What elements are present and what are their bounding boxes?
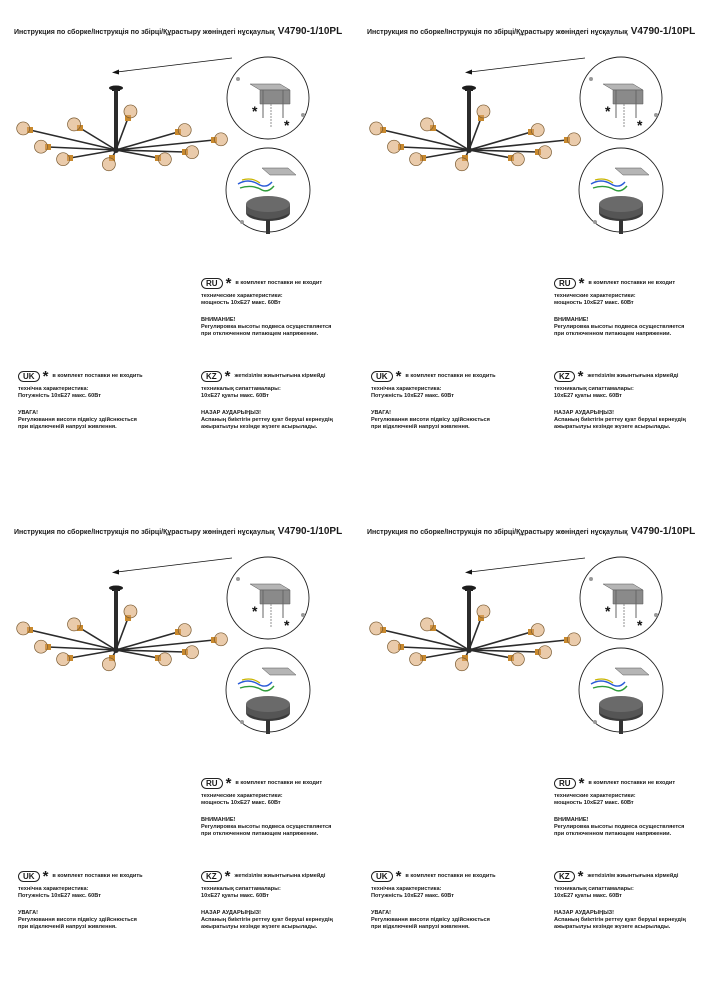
bulb-icon — [388, 140, 401, 153]
wiring-detail-circle — [226, 648, 310, 734]
asterisk-icon: * — [577, 867, 584, 885]
bulb-icon — [538, 146, 551, 159]
uk-note: в комплект поставки не входить — [52, 373, 143, 379]
ru-section — [554, 774, 685, 838]
asterisk-icon: * — [577, 367, 584, 385]
asterisk-icon: * — [225, 274, 232, 292]
model-number: V4790-1/10PL — [277, 526, 343, 537]
kz-section — [201, 867, 333, 931]
bulb-icon — [214, 133, 227, 146]
ru-warning-line-1: Регулировка высоты подвеса осуществляется — [201, 824, 332, 830]
kz-spec-title: техникалық сипаттамалары: — [201, 886, 281, 892]
uk-warning-line-2: при відключеній напрузі живлення. — [371, 424, 470, 430]
uk-spec-title: технічна характеристика: — [18, 386, 89, 392]
lamp-arm — [433, 128, 469, 150]
kz-warning-line-1: Аспаның биіктігін реттеу қуат беруші кернеудің — [201, 917, 333, 923]
uk-spec-title: технічна характеристика: — [371, 386, 442, 392]
uk-warning-line-2: при відключеній напрузі живлення. — [371, 924, 470, 930]
document-title — [14, 526, 342, 537]
uk-warning-line-1: Регулювання висоти підвісу здійснюється — [18, 917, 137, 923]
kz-warning-line-2: ажыратылуы кезінде жүзеге асырылады. — [201, 924, 318, 930]
uk-warning-line-1: Регулювання висоти підвісу здійснюється — [18, 417, 137, 423]
bulb-icon — [158, 153, 171, 166]
ru-badge: RU — [554, 778, 576, 789]
lamp-arms — [370, 105, 581, 171]
bulb-icon — [17, 122, 30, 135]
uk-section — [18, 867, 143, 931]
kz-warning-line-2: ажыратылуы кезінде жүзеге асырылады. — [554, 924, 671, 930]
uk-section — [371, 367, 496, 431]
svg-text:*: * — [252, 103, 258, 119]
instruction-copy — [0, 500, 353, 1000]
bulb-icon — [57, 653, 70, 666]
title-text: Инструкция по сборке/Інструкція по збірці/Құрастыру жөніндегі нұсқаулық — [367, 529, 628, 536]
ru-note: в комплект поставки не входит — [235, 780, 323, 786]
kz-warning-title: НАЗАР АУДАРЫҢЫЗ! — [554, 910, 615, 916]
bulb-icon — [57, 153, 70, 166]
asterisk-icon: * — [42, 867, 49, 885]
hub — [466, 647, 472, 653]
kz-note: жеткізілім жиынтығына кірмейді — [234, 873, 326, 879]
hub — [113, 647, 119, 653]
bulb-icon — [102, 158, 115, 171]
ru-section — [554, 274, 685, 338]
kz-spec-title: техникалық сипаттамалары: — [201, 386, 281, 392]
ru-warning-line-1: Регулировка высоты подвеса осуществляется — [201, 324, 332, 330]
ru-warning-line-1: Регулировка высоты подвеса осуществляется — [554, 824, 685, 830]
model-number: V4790-1/10PL — [277, 26, 343, 37]
lamp-arm — [433, 628, 469, 650]
uk-spec: Потужність 10xE27 макс. 60Вт — [371, 893, 454, 899]
asterisk-icon: * — [224, 367, 231, 385]
bulb-icon — [531, 624, 544, 637]
wiring-detail-circle — [579, 148, 663, 234]
chandelier-illustration — [0, 0, 353, 260]
down-rod — [467, 90, 471, 148]
uk-warning-title: УВАГА! — [18, 910, 39, 916]
ru-spec-title: технические характеристики: — [201, 293, 283, 299]
instruction-copy — [353, 0, 706, 500]
kz-warning-line-1: Аспаның биіктігін реттеу қуат беруші кернеудің — [554, 917, 686, 923]
bulb-icon — [531, 124, 544, 137]
bulb-icon — [185, 146, 198, 159]
bulb-icon — [388, 640, 401, 653]
kz-warning-line-1: Аспаның биіктігін реттеу қуат беруші кернеудің — [201, 417, 333, 423]
ru-warning-line-2: при отключенном питающем напряжении. — [554, 831, 672, 837]
lamp-arm — [80, 628, 116, 650]
document-title — [367, 526, 695, 537]
bulb-icon — [124, 105, 137, 118]
uk-badge: UK — [18, 371, 40, 382]
kz-note: жеткізілім жиынтығына кірмейді — [234, 373, 326, 379]
lamp-arms — [17, 105, 228, 171]
uk-section — [371, 867, 496, 931]
kz-spec-title: техникалық сипаттамалары: — [554, 386, 634, 392]
bulb-icon — [511, 653, 524, 666]
kz-section — [554, 367, 686, 431]
uk-warning-title: УВАГА! — [371, 410, 392, 416]
svg-text:*: * — [252, 603, 258, 619]
bulb-icon — [455, 158, 468, 171]
asterisk-icon: * — [578, 274, 585, 292]
ru-badge: RU — [201, 278, 223, 289]
wiring-detail-circle — [226, 148, 310, 234]
uk-warning-line-1: Регулювання висоти підвісу здійснюється — [371, 917, 490, 923]
uk-spec: Потужність 10xE27 макс. 60Вт — [18, 393, 101, 399]
ru-section — [201, 274, 332, 338]
kz-spec: 10xE27 қуаты макс. 60Вт — [554, 393, 622, 399]
bulb-icon — [124, 605, 137, 618]
svg-text:*: * — [637, 117, 643, 133]
uk-warning-title: УВАГА! — [371, 910, 392, 916]
chandelier-illustration — [0, 500, 353, 760]
bulb-icon — [477, 105, 490, 118]
kz-note: жеткізілім жиынтығына кірмейді — [587, 373, 679, 379]
uk-warning-title: УВАГА! — [18, 410, 39, 416]
lamp-arms — [17, 605, 228, 671]
ru-warning-title: ВНИМАНИЕ! — [554, 817, 589, 823]
kz-spec-title: техникалық сипаттамалары: — [554, 886, 634, 892]
ru-spec: мощность 10xE27 макс. 60Вт — [201, 300, 281, 306]
kz-section — [554, 867, 686, 931]
bulb-icon — [477, 605, 490, 618]
kz-note: жеткізілім жиынтығына кірмейді — [587, 873, 679, 879]
asterisk-icon: * — [395, 867, 402, 885]
uk-warning-line-2: при відключеній напрузі живлення. — [18, 424, 117, 430]
hub — [466, 147, 472, 153]
bulb-icon — [538, 646, 551, 659]
pointer-arrow — [465, 58, 585, 75]
bulb-icon — [410, 653, 423, 666]
bracket-detail-circle — [580, 557, 662, 639]
lamp-arm — [80, 128, 116, 150]
bulb-icon — [410, 153, 423, 166]
ru-note: в комплект поставки не входит — [588, 780, 676, 786]
ru-warning-title: ВНИМАНИЕ! — [201, 817, 236, 823]
bulb-icon — [567, 633, 580, 646]
ru-section — [201, 774, 332, 838]
bulb-icon — [35, 140, 48, 153]
pointer-arrow — [112, 558, 232, 575]
ru-warning-title: ВНИМАНИЕ! — [201, 317, 236, 323]
ru-spec-title: технические характеристики: — [201, 793, 283, 799]
kz-section — [201, 367, 333, 431]
bulb-icon — [421, 618, 434, 631]
title-text: Инструкция по сборке/Інструкція по збірці/Құрастыру жөніндегі нұсқаулық — [14, 29, 275, 36]
uk-note: в комплект поставки не входить — [405, 873, 496, 879]
wiring-detail-circle — [579, 648, 663, 734]
pointer-arrow — [112, 58, 232, 75]
asterisk-icon: * — [578, 774, 585, 792]
pointer-arrow — [465, 558, 585, 575]
kz-spec: 10xE27 қуаты макс. 60Вт — [201, 393, 269, 399]
uk-note: в комплект поставки не входить — [52, 873, 143, 879]
bulb-icon — [511, 153, 524, 166]
uk-note: в комплект поставки не входить — [405, 373, 496, 379]
model-number: V4790-1/10PL — [630, 26, 696, 37]
bulb-icon — [68, 618, 81, 631]
bulb-icon — [370, 622, 383, 635]
svg-text:*: * — [605, 103, 611, 119]
svg-text:*: * — [284, 117, 290, 133]
ru-note: в комплект поставки не входит — [235, 280, 323, 286]
lamp-arms — [370, 605, 581, 671]
svg-text:*: * — [605, 603, 611, 619]
bulb-icon — [421, 118, 434, 131]
bulb-icon — [185, 646, 198, 659]
asterisk-icon: * — [395, 367, 402, 385]
bulb-icon — [178, 124, 191, 137]
down-rod — [114, 590, 118, 648]
ru-note: в комплект поставки не входит — [588, 280, 676, 286]
uk-warning-line-2: при відключеній напрузі живлення. — [18, 924, 117, 930]
kz-badge: KZ — [201, 371, 222, 382]
svg-text:*: * — [637, 617, 643, 633]
bulb-icon — [370, 122, 383, 135]
title-text: Инструкция по сборке/Інструкція по збірці/Құрастыру жөніндегі нұсқаулық — [14, 529, 275, 536]
bulb-icon — [455, 658, 468, 671]
kz-badge: KZ — [201, 871, 222, 882]
uk-spec-title: технічна характеристика: — [371, 886, 442, 892]
svg-text:*: * — [284, 617, 290, 633]
uk-badge: UK — [18, 871, 40, 882]
model-number: V4790-1/10PL — [630, 526, 696, 537]
kz-badge: KZ — [554, 371, 575, 382]
bulb-icon — [158, 653, 171, 666]
ru-badge: RU — [554, 278, 576, 289]
instruction-copy — [353, 500, 706, 1000]
bracket-detail-circle — [580, 57, 662, 139]
ru-spec: мощность 10xE27 макс. 60Вт — [554, 300, 634, 306]
document-title — [367, 26, 695, 37]
kz-badge: KZ — [554, 871, 575, 882]
asterisk-icon: * — [42, 367, 49, 385]
instruction-copy — [0, 0, 353, 500]
kz-warning-title: НАЗАР АУДАРЫҢЫЗ! — [201, 910, 262, 916]
ru-spec-title: технические характеристики: — [554, 293, 636, 299]
ru-warning-line-2: при отключенном питающем напряжении. — [201, 831, 319, 837]
down-rod — [114, 90, 118, 148]
uk-section — [18, 367, 143, 431]
ru-warning-line-2: при отключенном питающем напряжении. — [554, 331, 672, 337]
ru-warning-line-1: Регулировка высоты подвеса осуществляется — [554, 324, 685, 330]
ru-badge: RU — [201, 778, 223, 789]
kz-warning-title: НАЗАР АУДАРЫҢЫЗ! — [201, 410, 262, 416]
uk-spec: Потужність 10xE27 макс. 60Вт — [18, 893, 101, 899]
uk-badge: UK — [371, 371, 393, 382]
kz-warning-line-2: ажыратылуы кезінде жүзеге асырылады. — [201, 424, 318, 430]
ru-spec: мощность 10xE27 макс. 60Вт — [201, 800, 281, 806]
bulb-icon — [17, 622, 30, 635]
ru-warning-line-2: при отключенном питающем напряжении. — [201, 331, 319, 337]
bracket-detail-circle — [227, 57, 309, 139]
uk-spec: Потужність 10xE27 макс. 60Вт — [371, 393, 454, 399]
bulb-icon — [567, 133, 580, 146]
bulb-icon — [68, 118, 81, 131]
bulb-icon — [214, 633, 227, 646]
bulb-icon — [35, 640, 48, 653]
chandelier-illustration — [353, 500, 706, 760]
ru-spec: мощность 10xE27 макс. 60Вт — [554, 800, 634, 806]
uk-badge: UK — [371, 871, 393, 882]
ru-spec-title: технические характеристики: — [554, 793, 636, 799]
bulb-icon — [102, 658, 115, 671]
asterisk-icon: * — [224, 867, 231, 885]
chandelier-illustration — [353, 0, 706, 260]
asterisk-icon: * — [225, 774, 232, 792]
uk-spec-title: технічна характеристика: — [18, 886, 89, 892]
title-text: Инструкция по сборке/Інструкція по збірці/Құрастыру жөніндегі нұсқаулық — [367, 29, 628, 36]
kz-warning-line-2: ажыратылуы кезінде жүзеге асырылады. — [554, 424, 671, 430]
kz-warning-title: НАЗАР АУДАРЫҢЫЗ! — [554, 410, 615, 416]
down-rod — [467, 590, 471, 648]
ru-warning-title: ВНИМАНИЕ! — [554, 317, 589, 323]
document-title — [14, 26, 342, 37]
kz-spec: 10xE27 қуаты макс. 60Вт — [201, 893, 269, 899]
uk-warning-line-1: Регулювання висоти підвісу здійснюється — [371, 417, 490, 423]
bulb-icon — [178, 624, 191, 637]
bracket-detail-circle — [227, 557, 309, 639]
hub — [113, 147, 119, 153]
kz-warning-line-1: Аспаның биіктігін реттеу қуат беруші кернеудің — [554, 417, 686, 423]
kz-spec: 10xE27 қуаты макс. 60Вт — [554, 893, 622, 899]
